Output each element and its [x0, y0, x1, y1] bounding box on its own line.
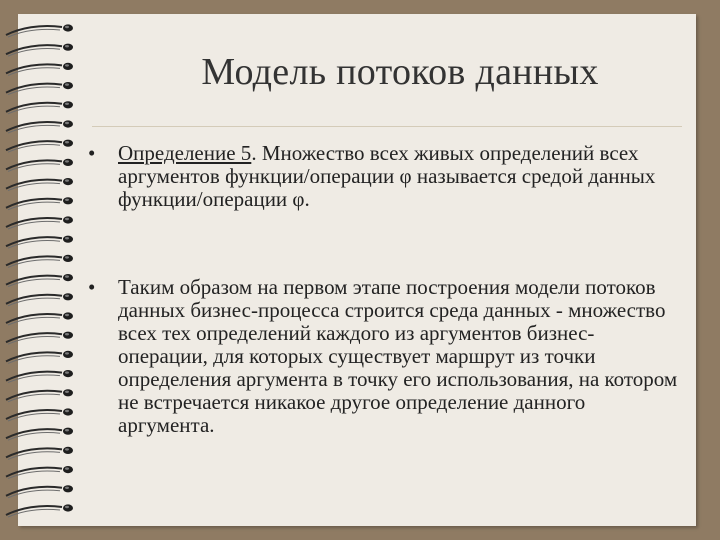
spiral-binding-icon: [0, 0, 90, 540]
binding-hole-shine: [65, 429, 69, 431]
binding-hole-shine: [65, 487, 69, 489]
binding-hole-shine: [65, 103, 69, 105]
binding-hole-shine: [65, 256, 69, 258]
binding-hole-shine: [65, 410, 69, 412]
binding-hole-shine: [65, 295, 69, 297]
binding-hole-shine: [65, 314, 69, 316]
binding-hole-shine: [65, 45, 69, 47]
binding-hole-shine: [65, 218, 69, 220]
binding-hole-shine: [65, 237, 69, 239]
binding-hole-shine: [65, 371, 69, 373]
slide-title: Модель потоков данных: [201, 51, 599, 93]
binding-hole-shine: [65, 122, 69, 124]
binding-hole-shine: [65, 141, 69, 143]
bullet-marker: •: [88, 275, 96, 299]
binding-hole-shine: [65, 26, 69, 28]
bullet-marker: •: [88, 141, 96, 165]
binding-hole-shine: [65, 160, 69, 162]
binding-hole-shine: [65, 391, 69, 393]
binding-hole-shine: [65, 448, 69, 450]
binding-hole-shine: [65, 179, 69, 181]
binding-hole-shine: [65, 199, 69, 201]
binding-hole-shine: [65, 352, 69, 354]
binding-hole-shine: [65, 506, 69, 508]
title-divider: [92, 126, 682, 127]
binding-hole-shine: [65, 467, 69, 469]
definition-body: . Множество всех живых определений всех аргументов функции/операции φ называется средой данных функции/операции φ.: [118, 141, 656, 211]
binding-hole-shine: [65, 64, 69, 66]
definition-term: Определение 5: [118, 141, 252, 165]
binding-hole-shine: [65, 83, 69, 85]
binding-hole-shine: [65, 275, 69, 277]
bullet-text: Таким образом на первом этапе построения модели потоков данных бизнес-процесса строится среда данных - множество всех тех определений каждого из аргументов бизнес-операции, для которых существует маршрут из точки определения аргумента в точку его использования, на котором не встречается никакое другое определение данного аргумента.: [118, 275, 678, 437]
bullet-text: [118, 142, 684, 211]
binding-hole-shine: [65, 333, 69, 335]
